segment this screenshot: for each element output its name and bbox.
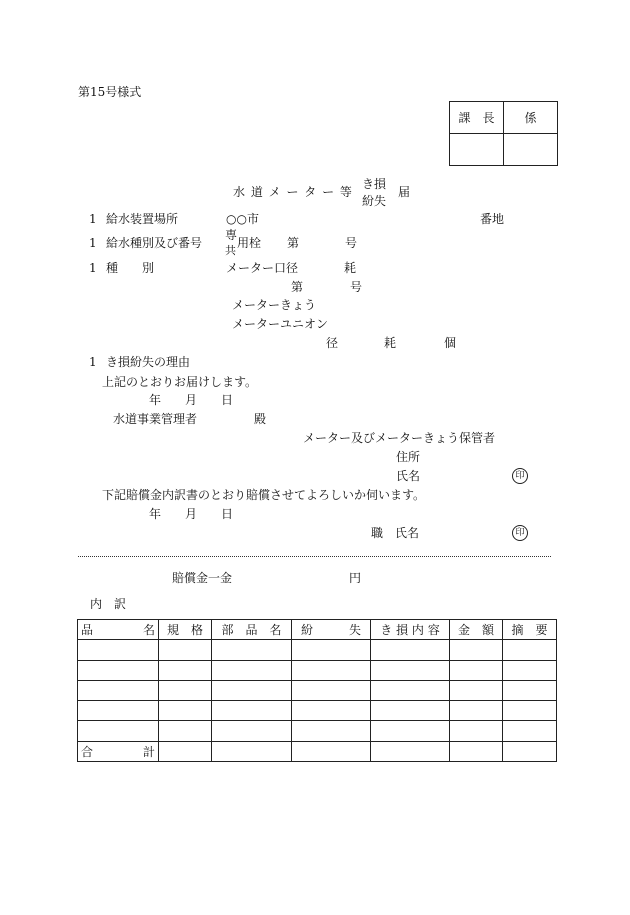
doc-title: 水 道 メ ー タ ー 等 (233, 185, 352, 199)
location-city: ○○市 (226, 212, 259, 226)
kind-label: 種 別 (106, 261, 155, 275)
table-row (78, 701, 557, 721)
table-row (78, 721, 557, 741)
reporter-seal: 印 (512, 468, 528, 484)
shared-mark: 共 (225, 244, 236, 257)
approval-day: 日 (221, 507, 234, 521)
meter-box: メーターきょう (232, 298, 317, 312)
approval-header-staff: 係 (504, 102, 558, 134)
number-dai: 第 (287, 236, 300, 250)
item-num: 1 (89, 261, 97, 275)
cut-line (78, 556, 551, 557)
compensation-yen: 円 (349, 571, 362, 585)
exclusive-mark: 専 (225, 228, 238, 242)
approval-month: 月 (185, 507, 198, 521)
reporter-address-label: 住所 (396, 450, 421, 464)
total-label: 合 計 (78, 741, 159, 761)
report-year: 年 (149, 393, 162, 407)
title-loss: 紛失 (362, 194, 387, 208)
reporter-name-label: 氏名 (396, 469, 421, 483)
meter-union: メーターユニオン (232, 317, 329, 331)
table-header-row (78, 620, 557, 640)
item-num: 1 (89, 355, 97, 369)
report-month: 月 (185, 393, 198, 407)
col-lost: 紛 失 (292, 620, 371, 640)
bore-unit: 耗 (344, 261, 357, 275)
col-part-name: 部 品 名 (212, 620, 292, 640)
item-num: 1 (89, 236, 97, 250)
table-row (78, 640, 557, 660)
item-num: 1 (89, 212, 97, 226)
approver-seal: 印 (512, 525, 528, 541)
col-item-name: 品 名 (78, 620, 159, 640)
approver-name-label: 職 氏名 (371, 526, 420, 540)
meter-gou: 号 (350, 280, 363, 294)
title-damage: き損 (362, 177, 387, 191)
total-row (78, 741, 557, 761)
compensation-label: 賠償金一金 (172, 571, 233, 585)
approval-request: 下記賠償金内訳書のとおり賠償させてよろしいか伺います。 (102, 488, 426, 502)
reporter-title: メーター及びメーターきょう保管者 (303, 431, 496, 445)
approval-box (449, 101, 558, 166)
approval-year: 年 (149, 507, 162, 521)
col-spec: 規 格 (159, 620, 212, 640)
hydrant-use: 用栓 (237, 236, 262, 250)
col-amount: 金 額 (450, 620, 503, 640)
location-label: 給水装置場所 (106, 212, 179, 226)
number-gou: 号 (345, 236, 358, 250)
meter-bore: メーター口径 (226, 261, 299, 275)
type-number-label: 給水種別及び番号 (106, 236, 203, 250)
breakdown-table (77, 619, 557, 762)
table-row (78, 660, 557, 680)
addressee-honorific: 殿 (254, 412, 267, 426)
report-day: 日 (221, 393, 234, 407)
form-number: 第15号様式 (78, 85, 142, 99)
addressee: 水道事業管理者 (113, 412, 198, 426)
approval-stamp-staff[interactable] (504, 134, 558, 166)
count-unit: 個 (444, 336, 457, 350)
breakdown-label: 内 訳 (90, 597, 127, 611)
location-suffix: 番地 (480, 212, 505, 226)
col-damage-detail: き 損 内 容 (371, 620, 450, 640)
table-row (78, 680, 557, 700)
title-suffix: 届 (398, 185, 411, 199)
diameter-label: 径 (326, 336, 339, 350)
diameter-unit: 耗 (384, 336, 397, 350)
col-remarks: 摘 要 (503, 620, 557, 640)
reason-label: き損紛失の理由 (106, 355, 191, 369)
approval-header-chief: 課 長 (450, 102, 504, 134)
approval-stamp-chief[interactable] (450, 134, 504, 166)
meter-dai: 第 (291, 280, 304, 294)
report-statement: 上記のとおりお届けします。 (102, 375, 258, 389)
